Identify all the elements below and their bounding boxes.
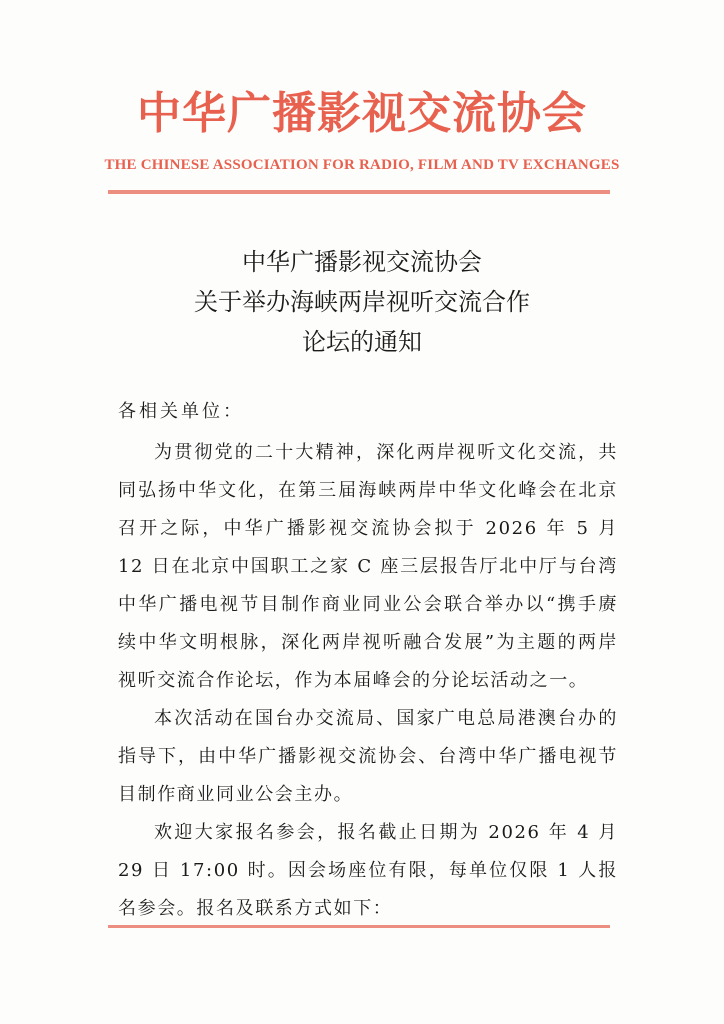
title-line-3: 论坛的通知 — [302, 328, 422, 356]
letterhead-org-name-cn: 中华广播影视交流协会 — [137, 88, 587, 139]
document-body — [118, 434, 618, 928]
letterhead-org-name-en: THE CHINESE ASSOCIATION FOR RADIO, FILM AND TV EXCHANGES — [104, 157, 620, 173]
document-title — [0, 242, 724, 362]
body-paragraph-2: 本次活动在国台办交流局、国家广电总局港澳台办的指导下，由中华广播影视交流协会、台湾中华广播电视节目制作商业同业公会主办。 — [118, 708, 618, 805]
salutation: 各相关单位： — [118, 401, 244, 422]
footer-divider — [108, 925, 610, 928]
title-line-2: 关于举办海峡两岸视听交流合作 — [194, 288, 530, 316]
title-line-1: 中华广播影视交流协会 — [242, 248, 482, 276]
body-paragraph-1: 为贯彻党的二十大精神，深化两岸视听文化交流，共同弘扬中华文化，在第三届海峡两岸中华文化峰会在北京召开之际，中华广播影视交流协会拟于 2026 年 5 月 12 日在北京中国职工之家 C 座三层报告厅北中厅与台湾中华广播电视节目制作商业同业公会联合举办以“携手赓续中华文明根脉，深化两岸视听融合发展”为主题的两岸视听交流合作论坛，作为本届峰会的分论坛活动之一。 — [118, 442, 618, 691]
letterhead-divider — [108, 190, 610, 194]
body-paragraph-3: 欢迎大家报名参会，报名截止日期为 2026 年 4 月 29 日 17:00 时。因会场座位有限，每单位仅限 1 人报名参会。报名及联系方式如下： — [118, 822, 618, 919]
